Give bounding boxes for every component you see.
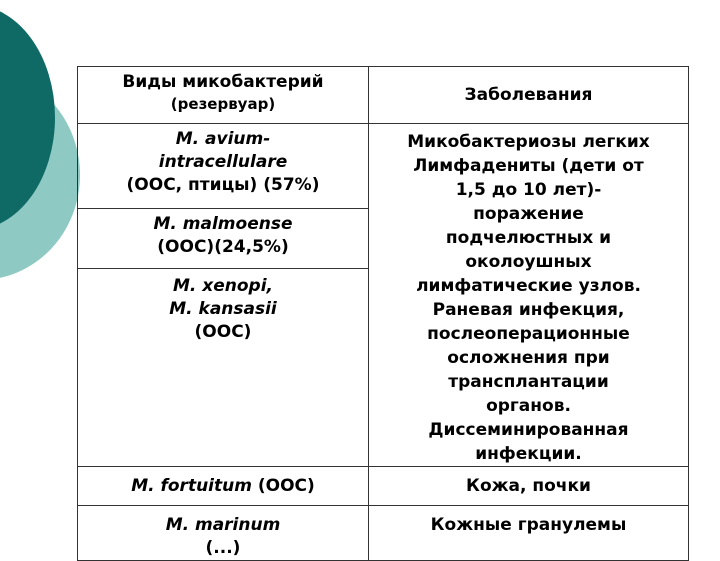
species-name: M. xenopi, M. kansasii xyxy=(169,275,277,319)
disease-cell xyxy=(369,467,689,506)
species-detail: (ООС)(24,5%) xyxy=(157,237,289,258)
species-name: M. avium- intracellulare xyxy=(158,129,288,172)
species-name: M. fortuitum xyxy=(131,475,252,496)
species-detail: (ООС, птицы) (57%) xyxy=(126,175,320,195)
species-detail: (ООС) xyxy=(251,475,315,496)
table-header-row xyxy=(78,67,689,124)
white-circle-cutout xyxy=(0,270,40,410)
disease-text: Кожа, почки xyxy=(466,475,591,496)
header-species-cell xyxy=(78,67,369,124)
species-detail: (ООС) xyxy=(194,321,252,342)
header-diseases-cell xyxy=(369,67,689,124)
table-row xyxy=(78,467,689,506)
species-cell xyxy=(78,506,369,561)
header-diseases-label: Заболевания xyxy=(464,84,593,105)
header-reservoir-label: (резервуар) xyxy=(170,95,276,113)
species-cell xyxy=(78,268,369,466)
disease-text: Кожные гранулемы xyxy=(430,515,627,535)
diseases-cell xyxy=(369,124,689,467)
species-cell xyxy=(78,209,369,268)
species-name: M. malmoense xyxy=(153,214,293,235)
table-row xyxy=(78,506,689,561)
species-cell xyxy=(78,124,369,209)
species-detail: (...) xyxy=(205,538,241,558)
diseases-text: Микобактериозы легких Лимфадениты (дети от 1,5 до 10 лет)- поражение подчелюстных и околоушных лимфатические узлов. Раневая инфекция, послеоперационные осложнения при трансплантации органов. Диссеминированная инфекции. xyxy=(407,132,650,464)
mycobacteria-table xyxy=(77,66,689,561)
table-row xyxy=(78,124,689,209)
disease-cell xyxy=(369,506,689,561)
header-species-label: Виды микобактерий xyxy=(122,72,324,92)
species-name: M. marinum xyxy=(165,515,281,535)
species-cell xyxy=(78,467,369,506)
